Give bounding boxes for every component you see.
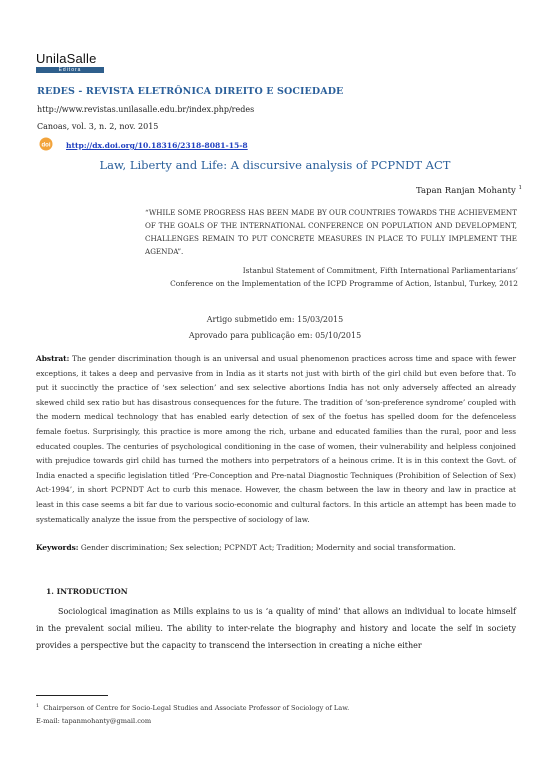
doi-badge-text: doi: [41, 142, 51, 149]
author-name-text: Tapan Ranjan Mohanty: [415, 185, 516, 196]
doi-link[interactable]: http://dx.doi.org/10.18316/2318-8081-15-8: [66, 141, 248, 150]
footnote-marker: 1: [36, 703, 40, 709]
abstract-label: Abstrat:: [36, 354, 70, 363]
journal-url[interactable]: http://www.revistas.unilasalle.edu.br/index.php/redes: [37, 105, 255, 114]
submission-dates: [0, 312, 550, 344]
footnote-divider: [36, 695, 108, 696]
logo-wordmark: UnilaSalle: [36, 51, 97, 66]
footnote: [36, 700, 349, 727]
intro-paragraph: Sociological imagination as Mills explains to us is ‘a quality of mind’ that allows an individual to locate himself in the prevalent social milieu. The ability to inter-relate the biography and history and locate the self in society provides a perspective but the capacity to transcend the intersection in creating a niche either: [36, 607, 516, 651]
keywords-label: Keywords:: [36, 543, 79, 552]
abstract: [36, 352, 516, 527]
submitted-date: Artigo submetido em: 15/03/2015: [206, 315, 344, 324]
footnote-affiliation-text: Chairperson of Centre for Socio-Legal Studies and Associate Professor of Sociology of Law.: [43, 704, 350, 713]
footnote-email[interactable]: E-mail: tapanmohanty@gmail.com: [36, 716, 152, 725]
epigraph-source-line1: Istanbul Statement of Commitment, Fifth International Parliamentarians’: [242, 266, 518, 275]
author-name: [416, 185, 522, 196]
journal-volume: Canoas, vol. 3, n. 2, nov. 2015: [37, 122, 159, 131]
article-title: Law, Liberty and Life: A discursive analysis of PCPNDT ACT: [99, 158, 451, 172]
publisher-logo: [36, 52, 104, 73]
journal-name: REDES - REVISTA ELETRÔNICA DIREITO E SOCIEDADE: [37, 86, 344, 97]
epigraph-source: [138, 264, 518, 290]
keywords: [36, 543, 516, 552]
author-footnote-marker: 1: [518, 185, 522, 191]
keywords-text: Gender discrimination; Sex selection; PCPNDT Act; Tradition; Modernity and social transformation.: [80, 543, 456, 552]
logo-subline: Editora: [36, 67, 104, 73]
doi-icon: [37, 137, 55, 151]
approved-date: Aprovado para publicação em: 05/10/2015: [188, 331, 362, 340]
footnote-affiliation: [36, 700, 349, 715]
section-heading: 1. INTRODUCTION: [46, 587, 128, 596]
abstract-text: The gender discrimination though is an universal and usual phenomenon practices across time and space with fewer exceptions, it takes a deep and pervasive from in India as it starts not just with birth of the girl child but even before that. To put it succinctly the practice of ‘sex selection’ and sex selective abortions India has not only adversely affected an already skewed child sex ratio but has disastrous consequences for the future. The tradition of ‘son-preference syndrome’ coupled with the modern medical technology that has enabled early detection of sex of the foetus has spelled doom for the defenceless female foetus. Surprisingly, this practice is more among the rich, urbane and educated families than the rural, poor and less educated couples. The centuries of psychological conditioning in the case of women, their vulnerability and helpless conjoined with prejudice towards girl child has turned the mothers into perpetrators of a heinous crime. It is in this context the Govt. of India enacted a specific legislation titled ‘Pre-Conception and Pre-natal Diagnostic Techniques (Prohibition of Selection of Sex) Act-1994’, in short PCPNDT Act to curb this menace. However, the chasm between the law in theory and law in practice at least in this case seems a bit far due to various socio-economic and cultural factors. In this article an attempt has been made to systematically analyze the issue from the perspective of sociology of law.: [36, 354, 516, 524]
epigraph-source-line2: Conference on the Implementation of the ICPD Programme of Action, Istanbul, Turkey, 2012: [170, 279, 518, 288]
epigraph-quote: “WHILE SOME PROGRESS HAS BEEN MADE BY OUR COUNTRIES TOWARDS THE ACHIEVEMENT OF THE GOALS OF THE INTERNATIONAL CONFERENCE ON POPULATION AND DEVELOPMENT, CHALLENGES REMAIN TO PUT CONCRETE MEASURES IN PLACE TO FULLY IMPLEMENT THE AGENDA”.: [145, 208, 517, 256]
